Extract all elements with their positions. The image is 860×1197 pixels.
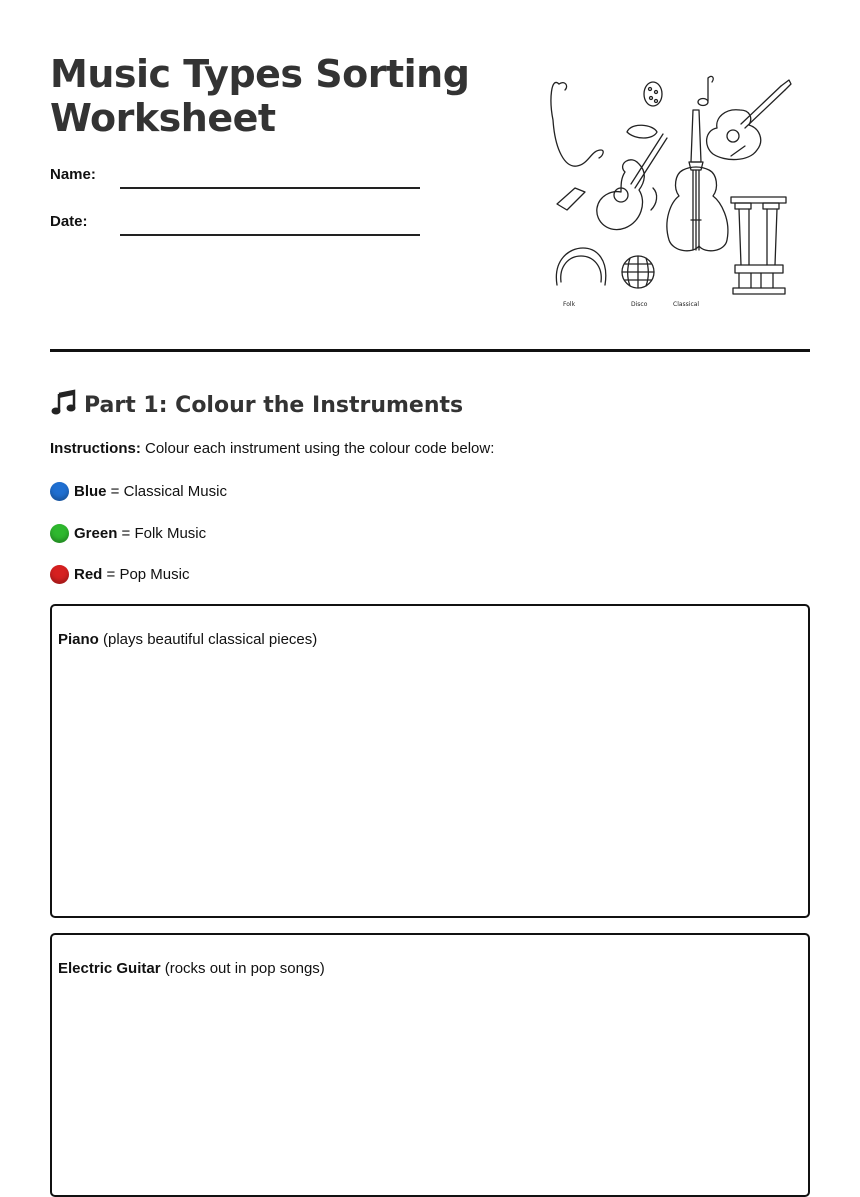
- part1-heading-text: Part 1: Colour the Instruments: [84, 393, 464, 418]
- musical-notes-icon: [50, 388, 78, 416]
- music-note-icon: [698, 76, 713, 105]
- part1-heading: [50, 388, 463, 421]
- instrument-name: Piano: [58, 631, 99, 648]
- instructions-text: Colour each instrument using the colour code below:: [140, 440, 495, 457]
- flute-icon: [557, 188, 585, 210]
- key-colour-name: Blue: [74, 483, 107, 500]
- instrument-box-electric-guitar[interactable]: [50, 933, 810, 1197]
- instrument-name: Electric Guitar: [58, 960, 161, 977]
- colour-key-red: [50, 565, 189, 584]
- instrument-description: (rocks out in pop songs): [160, 960, 325, 977]
- name-label: Name:: [50, 166, 96, 183]
- saxophone-icon: [551, 82, 603, 166]
- instructions: [50, 440, 494, 457]
- section-divider: [50, 349, 810, 352]
- key-meaning: = Classical Music: [106, 483, 227, 500]
- red-circle-icon: [50, 565, 69, 584]
- disco-ball-icon: [622, 256, 654, 288]
- date-label: Date:: [50, 213, 88, 230]
- key-meaning: = Folk Music: [117, 525, 207, 542]
- key-colour-name: Green: [74, 525, 118, 542]
- caption-folk: Folk: [563, 301, 576, 308]
- instrument-caption: [58, 631, 317, 648]
- tambourine-icon: [644, 82, 662, 106]
- column-ruins-icon: [731, 197, 786, 294]
- instrument-caption: [58, 960, 325, 977]
- center-guitar-icon: [597, 125, 667, 229]
- headphones-icon: [556, 248, 605, 285]
- instrument-box-piano[interactable]: [50, 604, 810, 918]
- instruments-illustration: [545, 70, 795, 315]
- violin-icon: [667, 110, 728, 251]
- blue-circle-icon: [50, 482, 69, 501]
- colour-key-blue: [50, 482, 227, 501]
- key-meaning: = Pop Music: [102, 566, 190, 583]
- instrument-description: (plays beautiful classical pieces): [98, 631, 318, 648]
- worksheet-title: Music Types Sorting Worksheet: [50, 52, 470, 140]
- key-colour-name: Red: [74, 566, 103, 583]
- instructions-label: Instructions:: [50, 440, 141, 457]
- caption-classical: Classical: [673, 301, 700, 308]
- name-line[interactable]: [120, 187, 420, 189]
- acoustic-guitar-icon: [707, 80, 791, 160]
- colour-key-green: [50, 524, 206, 543]
- green-circle-icon: [50, 524, 69, 543]
- date-line[interactable]: [120, 234, 420, 236]
- caption-disco: Disco: [631, 301, 648, 308]
